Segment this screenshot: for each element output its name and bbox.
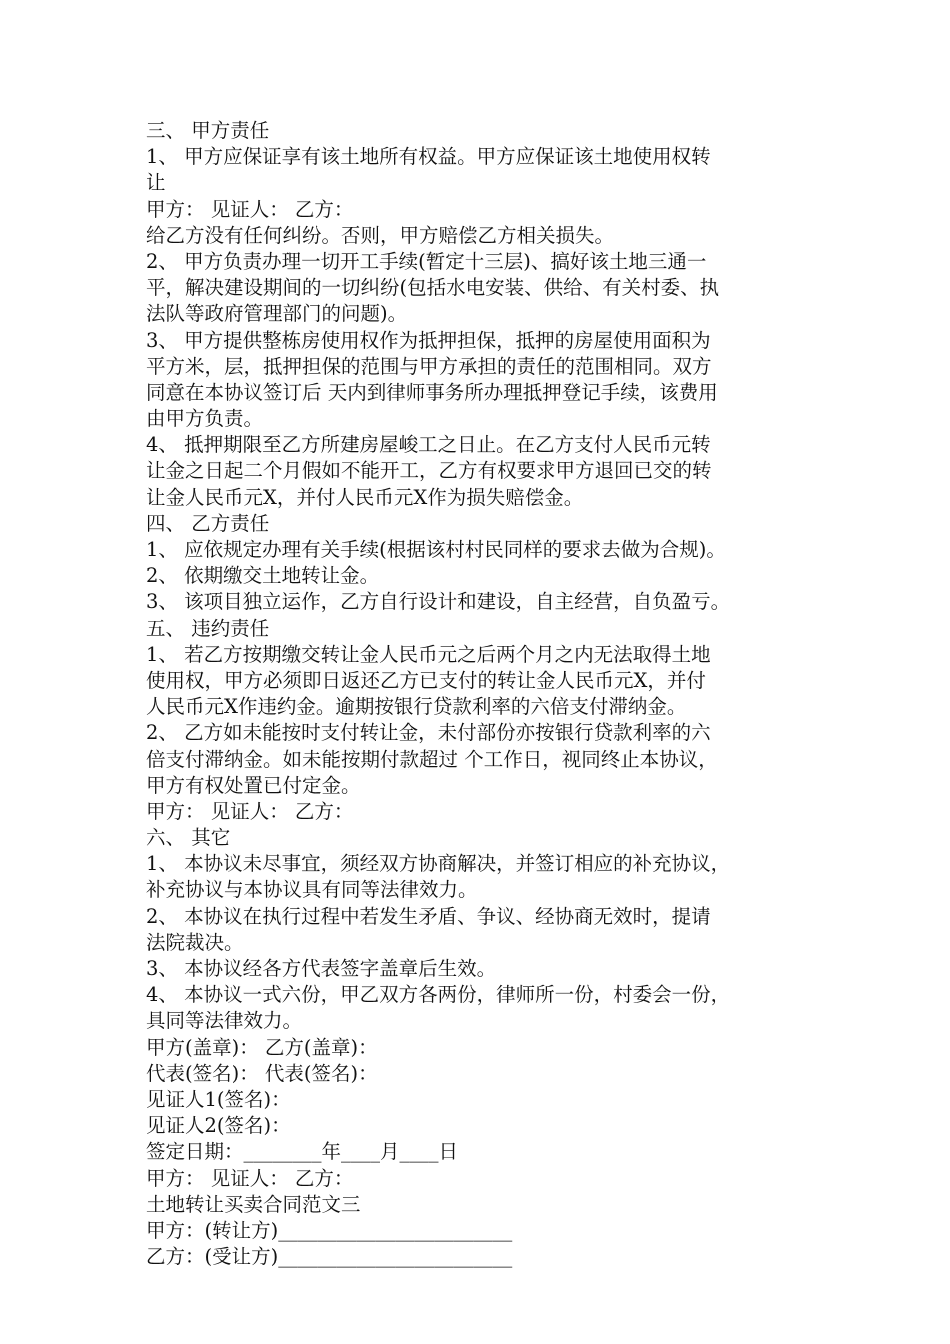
paragraph-line: 使用权，甲方必须即日返还乙方已支付的转让金人民币元X，并付	[146, 668, 706, 692]
paragraph-line: 3、 本协议经各方代表签字盖章后生效。	[146, 957, 497, 980]
signature-line: 甲方： 见证人： 乙方：	[146, 1166, 354, 1190]
paragraph-line: 甲方有权处置已付定金。	[146, 773, 361, 797]
seal-line: 甲方(盖章)： 乙方(盖章)：	[146, 1035, 378, 1059]
next-document-title: 土地转让买卖合同范文三	[146, 1192, 361, 1216]
party-a-line: 甲方：(转让方)________________________	[146, 1218, 513, 1242]
paragraph-line: 人民币元X作违约金。逾期按银行贷款利率的六倍支付滞纳金。	[146, 695, 687, 719]
section-heading-3: 三、 甲方责任	[146, 119, 270, 142]
document-body	[146, 118, 836, 1270]
paragraph-line: 1、 若乙方按期缴交转让金人民币元之后两个月之内无法取得土地	[146, 642, 711, 666]
paragraph-line: 给乙方没有任何纠纷。否则，甲方赔偿乙方相关损失。	[146, 223, 615, 247]
paragraph-line: 同意在本协议签订后 天内到律师事务所办理抵押登记手续，该费用	[146, 380, 718, 404]
witness-1-signature-line: 见证人1(签名)：	[146, 1087, 291, 1111]
paragraph-line: 4、 抵押期限至乙方所建房屋峻工之日止。在乙方支付人民币元转	[146, 433, 711, 457]
paragraph-line: 1、 应依规定办理有关手续(根据该村村民同样的要求去做为合规)。	[146, 538, 726, 561]
paragraph-line: 补充协议与本协议具有同等法律效力。	[146, 878, 478, 902]
paragraph-line: 由甲方负责。	[146, 407, 264, 431]
section-heading-4: 四、 乙方责任	[146, 511, 270, 535]
paragraph-line: 具同等法律效力。	[146, 1009, 303, 1033]
party-b-line: 乙方：(受让方)________________________	[146, 1245, 513, 1269]
paragraph-line: 让	[146, 171, 166, 195]
witness-2-signature-line: 见证人2(签名)：	[146, 1114, 291, 1138]
paragraph-line: 4、 本协议一式六份，甲乙双方各两份，律师所一份，村委会一份，	[146, 983, 731, 1007]
paragraph-line: 3、 该项目独立运作，乙方自行设计和建设，自主经营，自负盈亏。	[146, 590, 731, 614]
paragraph-line: 3、 甲方提供整栋房使用权作为抵押担保，抵押的房屋使用面积为	[146, 328, 711, 352]
paragraph-line: 2、 本协议在执行过程中若发生矛盾、争议、经协商无效时，提请	[146, 904, 711, 928]
paragraph-line: 2、 甲方负责办理一切开工手续(暂定十三层)、搞好该土地三通一	[146, 249, 707, 273]
paragraph-line: 1、 甲方应保证享有该土地所有权益。甲方应保证该土地使用权转	[146, 145, 711, 169]
paragraph-line: 让金人民币元X，并付人民币元X作为损失赔偿金。	[146, 485, 584, 509]
signing-date-line: 签定日期：________年____月____日	[146, 1140, 459, 1164]
paragraph-line: 2、 依期缴交土地转让金。	[146, 564, 380, 588]
paragraph-line: 1、 本协议未尽事宜，须经双方协商解决，并签订相应的补充协议，	[146, 852, 731, 876]
paragraph-line: 平方米，层，抵押担保的范围与甲方承担的责任的范围相同。双方	[146, 354, 712, 378]
signature-line: 甲方： 见证人： 乙方：	[146, 197, 354, 221]
paragraph-line: 倍支付滞纳金。如未能按期付款超过 个工作日，视同终止本协议，	[146, 747, 718, 771]
paragraph-line: 平，解决建设期间的一切纠纷(包括水电安装、供给、有关村委、执	[146, 276, 720, 300]
paragraph-line: 法队等政府管理部门的问题)。	[146, 302, 408, 326]
paragraph-line: 2、 乙方如未能按时支付转让金，未付部份亦按银行贷款利率的六	[146, 721, 711, 745]
representative-signature-line: 代表(签名)： 代表(签名)：	[146, 1061, 378, 1085]
signature-line: 甲方： 见证人： 乙方：	[146, 799, 354, 823]
section-heading-6: 六、 其它	[146, 826, 231, 850]
paragraph-line: 让金之日起二个月假如不能开工，乙方有权要求甲方退回已交的转	[146, 459, 712, 483]
section-heading-5: 五、 违约责任	[146, 616, 270, 640]
paragraph-line: 法院裁决。	[146, 930, 244, 954]
